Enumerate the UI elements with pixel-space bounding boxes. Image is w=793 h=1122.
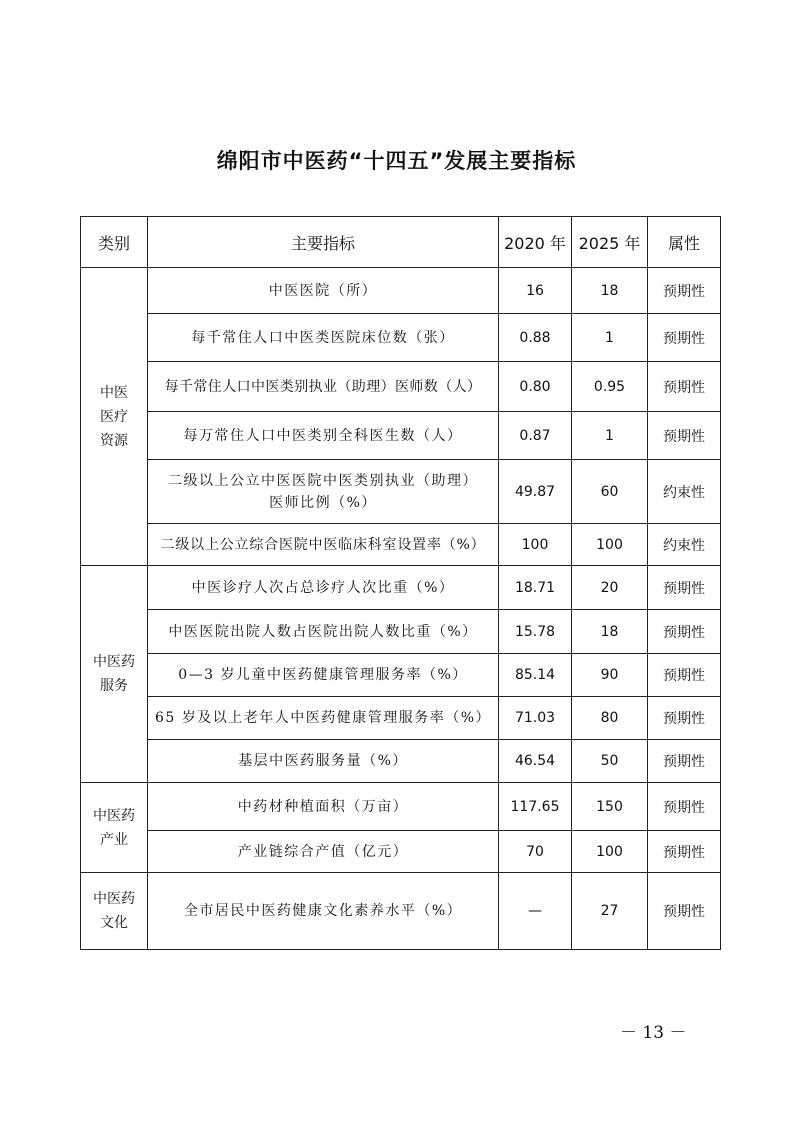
attribute-cell: 预期性 <box>648 412 721 460</box>
attribute-cell: 预期性 <box>648 362 721 412</box>
table-row <box>81 460 721 524</box>
header-row <box>81 217 721 268</box>
attribute-cell: 预期性 <box>648 610 721 654</box>
value-2025: 18 <box>572 268 648 314</box>
value-2025: 1 <box>572 314 648 362</box>
value-2020: 16 <box>499 268 572 314</box>
table-row <box>81 873 721 950</box>
indicator-cell: 每万常住人口中医类别全科医生数（人） <box>148 412 499 460</box>
category-cell <box>81 268 148 566</box>
indicator-cell: 中医医院（所） <box>148 268 499 314</box>
attribute-cell: 预期性 <box>648 566 721 610</box>
header-2020: 2020 年 <box>499 217 572 268</box>
attribute-cell: 预期性 <box>648 831 721 873</box>
value-2020: 0.87 <box>499 412 572 460</box>
indicator-cell: 中医诊疗人次占总诊疗人次比重（%） <box>148 566 499 610</box>
indicator-cell: 65 岁及以上老年人中医药健康管理服务率（%） <box>148 697 499 740</box>
table-row <box>81 783 721 831</box>
category-line: 中医药 <box>93 654 135 670</box>
indicator-cell <box>148 460 499 524</box>
category-line: 医疗 <box>100 408 128 425</box>
header-attribute: 属性 <box>648 217 721 268</box>
indicator-cell: 基层中医药服务量（%） <box>148 740 499 783</box>
attribute-cell: 预期性 <box>648 740 721 783</box>
value-2020: 18.71 <box>499 566 572 610</box>
indicator-cell: 0—3 岁儿童中医药健康管理服务率（%） <box>148 654 499 697</box>
table-row <box>81 412 721 460</box>
category-cell <box>81 566 148 783</box>
value-2020: 71.03 <box>499 697 572 740</box>
indicators-table <box>80 216 721 950</box>
value-2020: — <box>499 873 572 950</box>
value-2020: 85.14 <box>499 654 572 697</box>
attribute-cell: 预期性 <box>648 783 721 831</box>
attribute-cell: 约束性 <box>648 524 721 566</box>
value-2025: 20 <box>572 566 648 610</box>
value-2020: 15.78 <box>499 610 572 654</box>
attribute-cell: 预期性 <box>648 654 721 697</box>
attribute-cell: 预期性 <box>648 873 721 950</box>
table-row <box>81 610 721 654</box>
attribute-cell: 预期性 <box>648 314 721 362</box>
header-indicator: 主要指标 <box>148 217 499 268</box>
category-line: 中医药 <box>93 891 135 907</box>
category-line: 服务 <box>100 678 128 694</box>
value-2025: 100 <box>572 524 648 566</box>
value-2025: 100 <box>572 831 648 873</box>
indicator-line: 二级以上公立中医医院中医类别执业（助理） <box>168 472 478 489</box>
value-2020: 0.88 <box>499 314 572 362</box>
attribute-cell: 预期性 <box>648 697 721 740</box>
table-row <box>81 362 721 412</box>
value-2025: 0.95 <box>572 362 648 412</box>
table-row <box>81 740 721 783</box>
indicator-cell: 全市居民中医药健康文化素养水平（%） <box>148 873 499 950</box>
value-2025: 60 <box>572 460 648 524</box>
header-2025: 2025 年 <box>572 217 648 268</box>
value-2025: 50 <box>572 740 648 783</box>
category-line: 文化 <box>100 915 128 931</box>
table-row <box>81 566 721 610</box>
page-title: 绵阳市中医药“十四五”发展主要指标 <box>216 149 577 173</box>
table-row <box>81 524 721 566</box>
attribute-cell: 预期性 <box>648 268 721 314</box>
value-2025: 18 <box>572 610 648 654</box>
category-line: 资源 <box>100 432 128 449</box>
value-2020: 46.54 <box>499 740 572 783</box>
category-cell <box>81 783 148 873</box>
value-2020: 0.80 <box>499 362 572 412</box>
category-cell <box>81 873 148 950</box>
value-2025: 27 <box>572 873 648 950</box>
value-2020: 70 <box>499 831 572 873</box>
table-row <box>81 268 721 314</box>
value-2020: 49.87 <box>499 460 572 524</box>
attribute-cell: 约束性 <box>648 460 721 524</box>
table-row <box>81 831 721 873</box>
value-2025: 1 <box>572 412 648 460</box>
value-2025: 90 <box>572 654 648 697</box>
indicator-cell: 每千常住人口中医类医院床位数（张） <box>148 314 499 362</box>
value-2020: 117.65 <box>499 783 572 831</box>
indicator-line: 医师比例（%） <box>269 494 377 511</box>
header-category: 类别 <box>81 217 148 268</box>
indicator-cell: 二级以上公立综合医院中医临床科室设置率（%） <box>148 524 499 566</box>
indicator-cell: 中药材种植面积（万亩） <box>148 783 499 831</box>
value-2020: 100 <box>499 524 572 566</box>
category-line: 产业 <box>100 831 128 848</box>
value-2025: 80 <box>572 697 648 740</box>
category-line: 中医 <box>100 384 128 401</box>
table-row <box>81 697 721 740</box>
indicator-cell: 产业链综合产值（亿元） <box>148 831 499 873</box>
table-row <box>81 314 721 362</box>
page-number: － 13 － <box>620 1023 687 1043</box>
category-line: 中医药 <box>93 807 135 824</box>
indicator-cell: 中医医院出院人数占医院出院人数比重（%） <box>148 610 499 654</box>
table-row <box>81 654 721 697</box>
indicator-cell: 每千常住人口中医类别执业（助理）医师数（人） <box>148 362 499 412</box>
value-2025: 150 <box>572 783 648 831</box>
